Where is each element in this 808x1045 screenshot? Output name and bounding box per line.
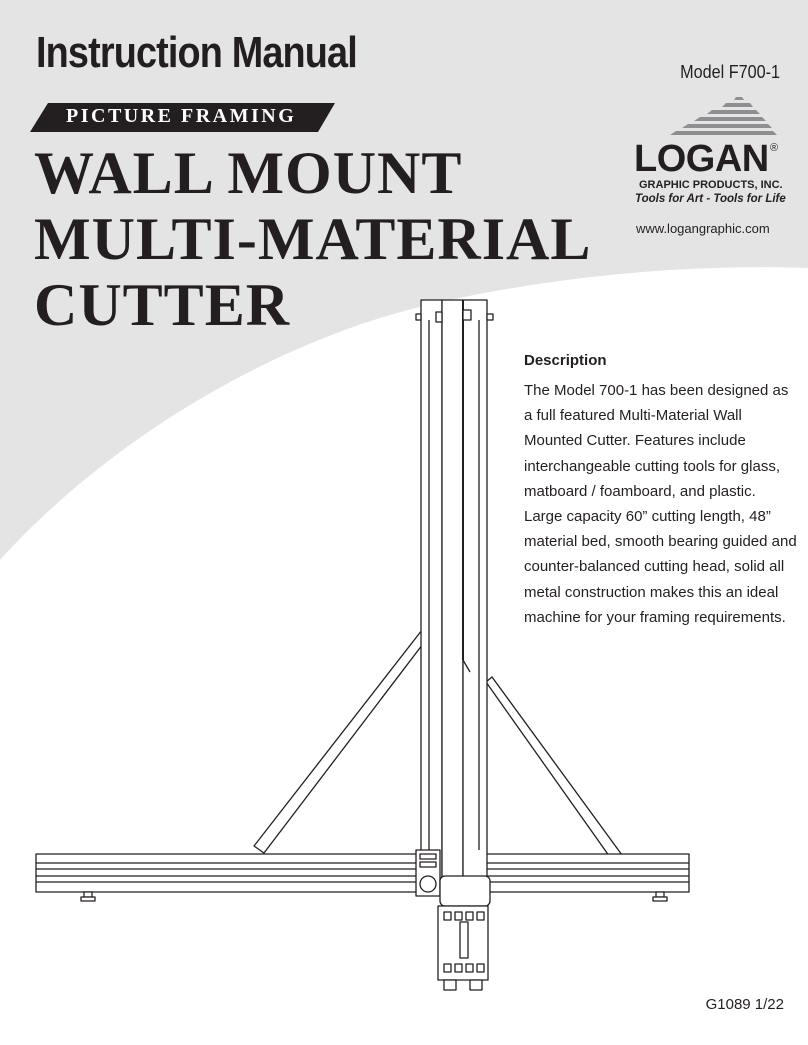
description-line: interchangeable cutting tools for glass, bbox=[524, 457, 780, 475]
description-line: a full featured Multi-Material Wall bbox=[524, 407, 742, 425]
description-text bbox=[524, 378, 797, 630]
logo-tagline: Tools for Art - Tools for Life bbox=[635, 193, 786, 205]
description-line: matboard / foamboard, and plastic. bbox=[524, 482, 756, 500]
product-title-line: CUTTER bbox=[34, 272, 291, 338]
left-column bbox=[421, 300, 442, 895]
banner-label: PICTURE FRAMING bbox=[66, 105, 297, 127]
logo-wordmark: LOGAN bbox=[634, 138, 769, 180]
left-brace bbox=[254, 630, 429, 853]
description-line: metal construction makes this an ideal bbox=[524, 583, 779, 601]
right-column bbox=[463, 300, 487, 895]
right-brace bbox=[486, 677, 622, 860]
logo-company-name: GRAPHIC PRODUCTS, INC. bbox=[639, 179, 783, 191]
cutting-head-frame bbox=[440, 876, 490, 906]
description-line: material bed, smooth bearing guided and bbox=[524, 533, 797, 551]
center-column bbox=[442, 300, 463, 908]
right-foot bbox=[656, 892, 664, 897]
description-line: counter-balanced cutting head, solid all bbox=[524, 558, 785, 576]
left-foot bbox=[84, 892, 92, 897]
registered-mark: ® bbox=[770, 142, 779, 154]
website-url: www.logangraphic.com bbox=[636, 221, 770, 236]
base-rail bbox=[36, 854, 689, 892]
product-title-line: MULTI-MATERIAL bbox=[34, 206, 592, 272]
manual-title: Instruction Manual bbox=[36, 28, 357, 77]
description-line: Large capacity 60” cutting length, 48” bbox=[524, 508, 771, 526]
description-line: Mounted Cutter. Features include bbox=[524, 432, 746, 450]
description-line: machine for your framing requirements. bbox=[524, 608, 786, 626]
model-number: Model F700-1 bbox=[680, 62, 780, 82]
product-title bbox=[34, 140, 591, 338]
product-title-line: WALL MOUNT bbox=[34, 140, 463, 206]
document-code: G1089 1/22 bbox=[705, 996, 784, 1013]
description-line: The Model 700-1 has been designed as bbox=[524, 382, 789, 399]
description-heading: Description bbox=[524, 352, 607, 369]
